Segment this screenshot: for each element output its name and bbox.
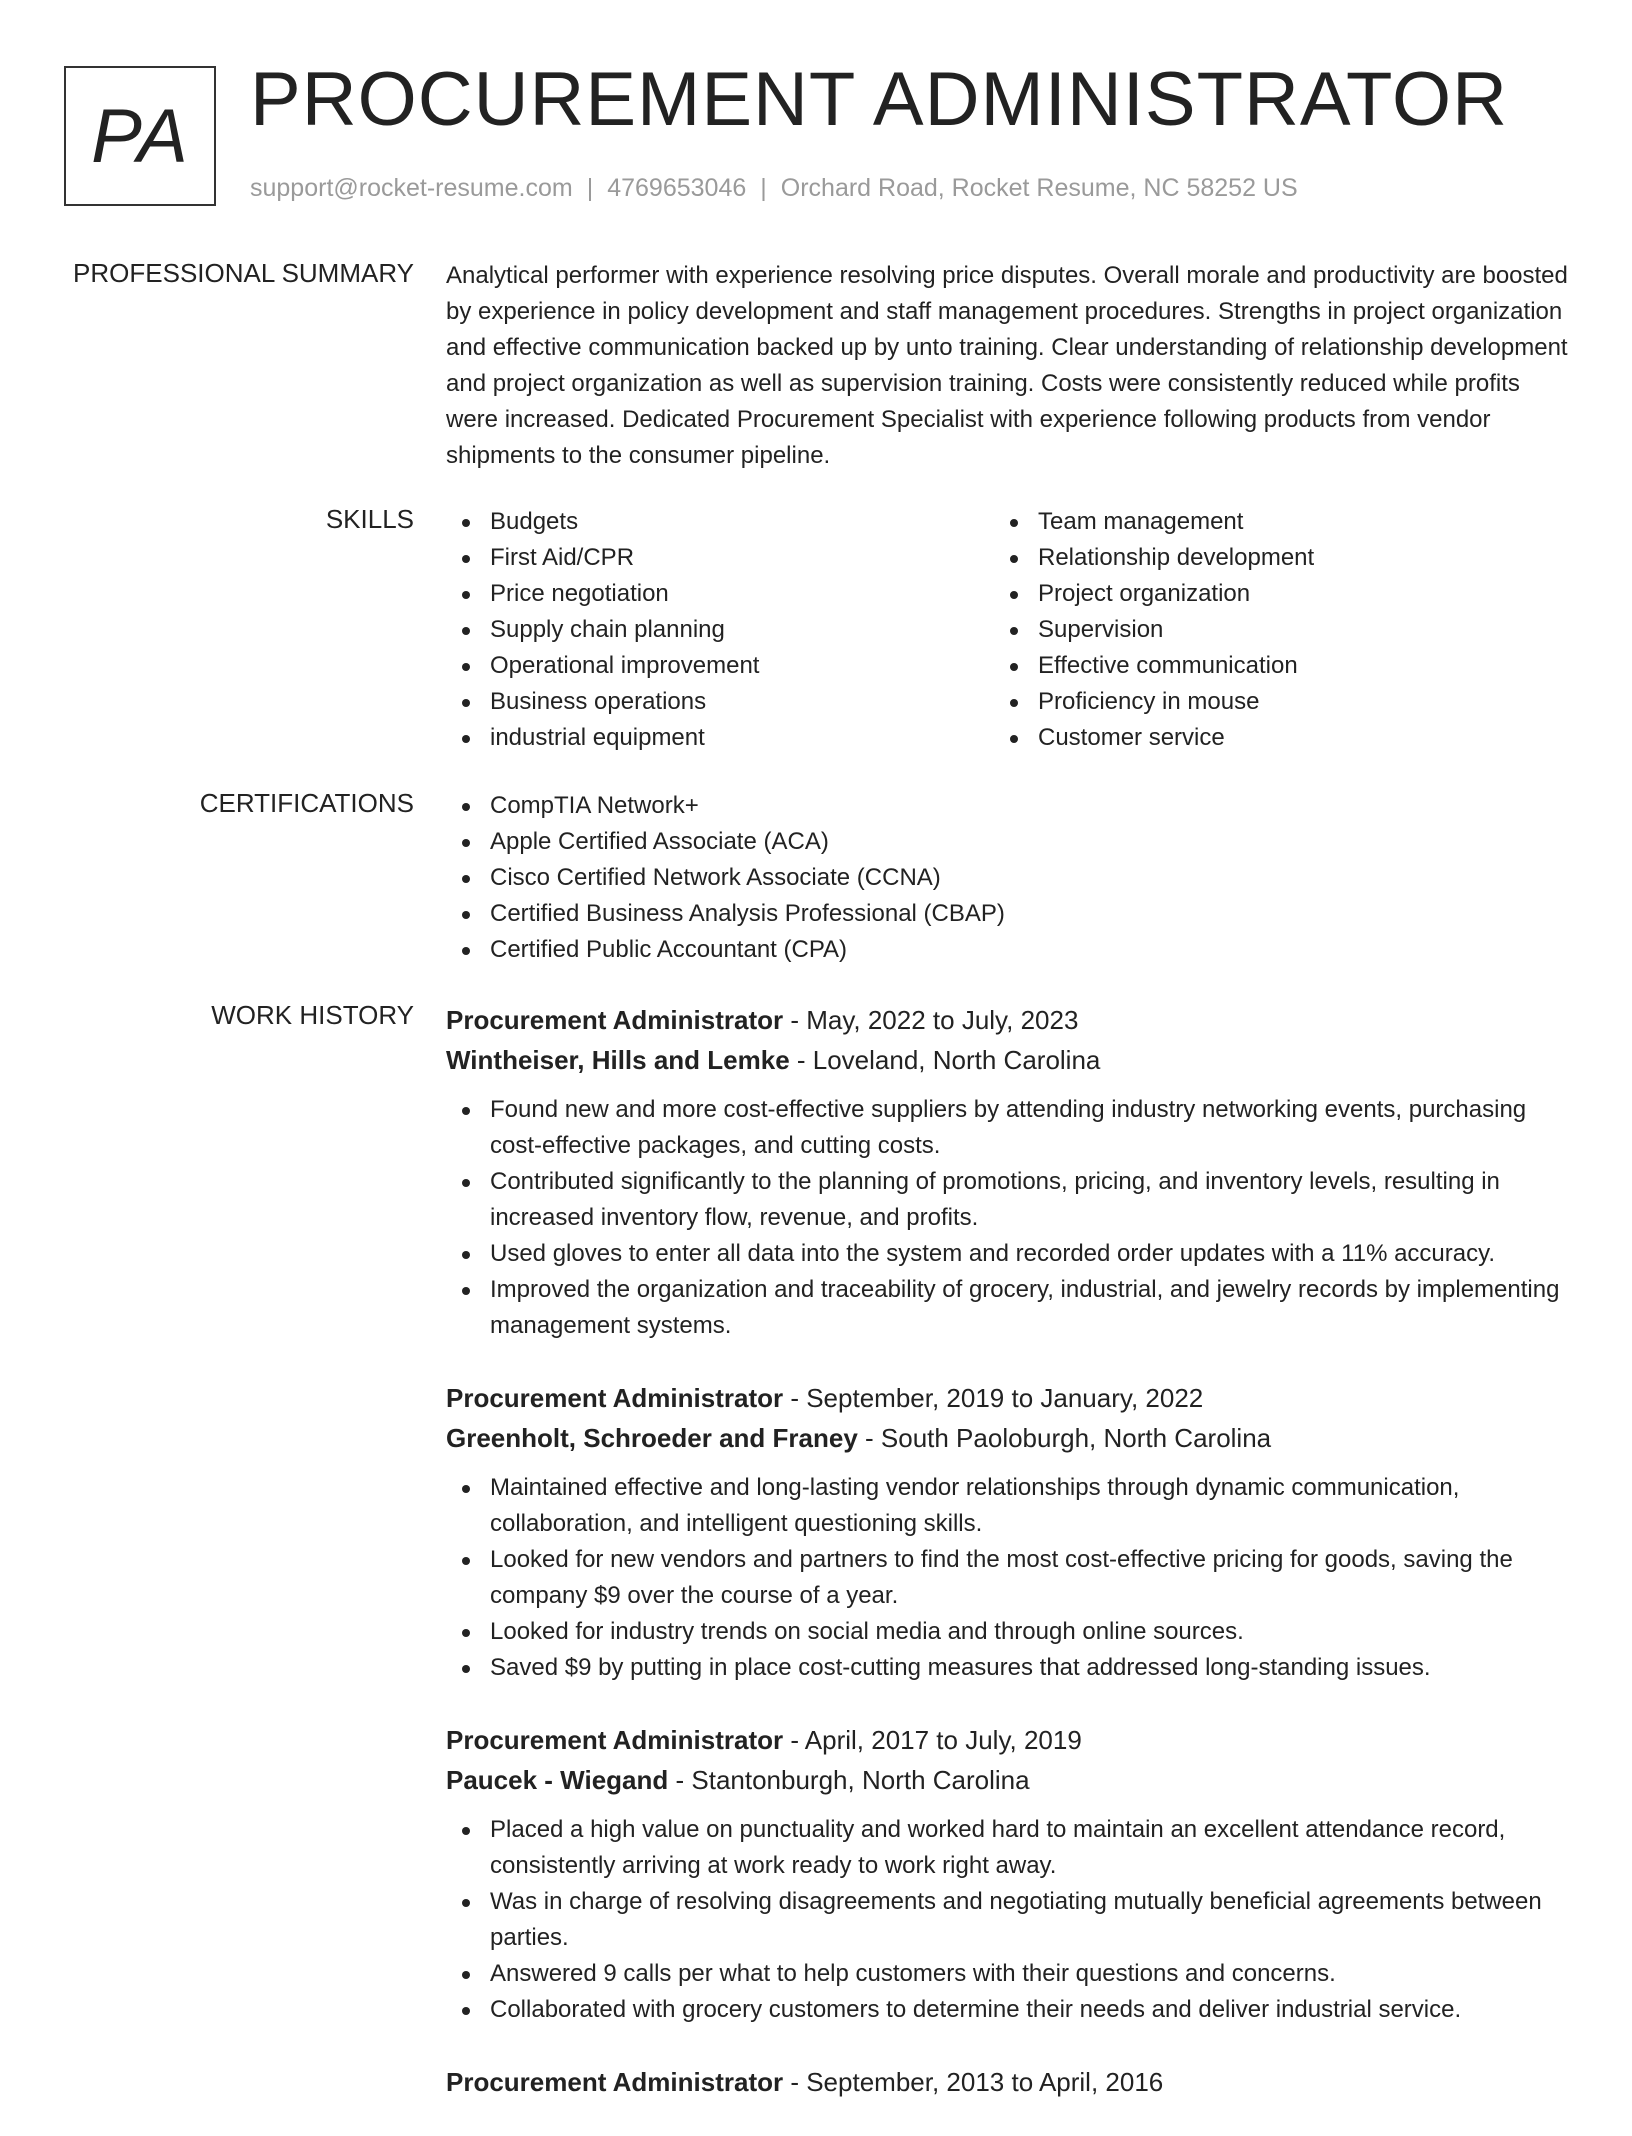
skill-item: Team management xyxy=(994,504,1542,540)
skills-list-right xyxy=(994,504,1542,756)
skill-item: Business operations xyxy=(446,684,994,720)
certification-item: Apple Certified Associate (ACA) xyxy=(446,824,1568,860)
job-company-line xyxy=(446,1040,1568,1080)
job-location: - Stantonburgh, North Carolina xyxy=(668,1765,1030,1795)
page-title: PROCUREMENT ADMINISTRATOR xyxy=(250,57,1508,142)
skill-item: Budgets xyxy=(446,504,994,540)
job-location: - Loveland, North Carolina xyxy=(789,1045,1101,1075)
job-company: Paucek - Wiegand xyxy=(446,1765,669,1795)
job-entry xyxy=(446,1000,1568,1344)
job-bullet: Collaborated with grocery customers to determine their needs and deliver industrial service. xyxy=(446,1992,1568,2028)
section-heading-skills: SKILLS xyxy=(325,504,414,534)
job-company: Wintheiser, Hills and Lemke xyxy=(446,1045,790,1075)
job-company: Greenholt, Schroeder and Franey xyxy=(446,1423,858,1453)
job-bullet: Saved $9 by putting in place cost-cutting measures that addressed long-standing issues. xyxy=(446,1650,1568,1686)
phone-number: 4769653046 xyxy=(607,174,747,202)
certification-item: Cisco Certified Network Associate (CCNA) xyxy=(446,860,1568,896)
job-title-line xyxy=(446,2062,1568,2102)
address: Orchard Road, Rocket Resume, NC 58252 US xyxy=(780,174,1298,202)
email-link[interactable]: support@rocket-resume.com xyxy=(250,174,573,202)
summary-text: Analytical performer with experience resolving price disputes. Overall morale and productivity are boosted by experience in policy development and staff management procedures. Strengths in project organization and effective communication backed up by unto training. Clear understanding of relationship development and project organization as well as supervision training. Costs were consistently reduced while profits were increased. Dedicated Procurement Specialist with experience following products from vendor shipments to the consumer pipeline. xyxy=(446,262,1568,469)
job-company-line xyxy=(446,1760,1568,1800)
skill-item: Supervision xyxy=(994,612,1542,648)
job-bullet: Maintained effective and long-lasting vendor relationships through dynamic communication, collaboration, and intelligent questioning skills. xyxy=(446,1470,1568,1542)
job-dates: - September, 2013 to April, 2016 xyxy=(783,2067,1164,2097)
contact-line xyxy=(250,174,1298,203)
job-bullets xyxy=(446,1092,1568,1344)
job-title: Procurement Administrator xyxy=(446,1725,784,1755)
job-bullet: Was in charge of resolving disagreements and negotiating mutually beneficial agreements between parties. xyxy=(446,1884,1568,1956)
job-bullets xyxy=(446,1812,1568,2028)
certification-item: Certified Public Accountant (CPA) xyxy=(446,932,1568,968)
certification-item: Certified Business Analysis Professional (CBAP) xyxy=(446,896,1568,932)
job-title-line xyxy=(446,1720,1568,1760)
certification-item: CompTIA Network+ xyxy=(446,788,1568,824)
skill-item: Proficiency in mouse xyxy=(994,684,1542,720)
skill-item: Operational improvement xyxy=(446,648,994,684)
skill-item: Relationship development xyxy=(994,540,1542,576)
job-bullet: Found new and more cost-effective suppliers by attending industry networking events, purchasing cost-effective packages, and cutting costs. xyxy=(446,1092,1568,1164)
skill-item: First Aid/CPR xyxy=(446,540,994,576)
skill-item: Price negotiation xyxy=(446,576,994,612)
section-heading-summary: PROFESSIONAL SUMMARY xyxy=(73,258,414,288)
job-bullet: Used gloves to enter all data into the system and recorded order updates with a 11% accuracy. xyxy=(446,1236,1568,1272)
job-title: Procurement Administrator xyxy=(446,2067,784,2097)
section-heading-work-history: WORK HISTORY xyxy=(211,1000,414,1030)
job-entry xyxy=(446,1378,1568,1686)
job-dates: - April, 2017 to July, 2019 xyxy=(783,1725,1082,1755)
skill-item: Customer service xyxy=(994,720,1542,756)
job-entry xyxy=(446,2062,1568,2102)
job-title: Procurement Administrator xyxy=(446,1383,784,1413)
job-bullet: Answered 9 calls per what to help customers with their questions and concerns. xyxy=(446,1956,1568,1992)
contact-separator: | xyxy=(760,174,767,202)
job-bullet: Looked for new vendors and partners to find the most cost-effective pricing for goods, saving the company $9 over the course of a year. xyxy=(446,1542,1568,1614)
skills-list-left xyxy=(446,504,994,756)
job-bullet: Looked for industry trends on social media and through online sources. xyxy=(446,1614,1568,1650)
job-title-line xyxy=(446,1000,1568,1040)
job-company-line xyxy=(446,1418,1568,1458)
skill-item: Supply chain planning xyxy=(446,612,994,648)
skill-item: industrial equipment xyxy=(446,720,994,756)
skill-item: Project organization xyxy=(994,576,1542,612)
job-location: - South Paoloburgh, North Carolina xyxy=(857,1423,1272,1453)
job-dates: - May, 2022 to July, 2023 xyxy=(783,1005,1079,1035)
contact-separator: | xyxy=(586,174,594,202)
section-heading-certifications: CERTIFICATIONS xyxy=(199,788,414,818)
certifications-list xyxy=(446,788,1568,968)
job-bullet: Placed a high value on punctuality and worked hard to maintain an excellent attendance record, consistently arriving at work ready to work right away. xyxy=(446,1812,1568,1884)
job-title: Procurement Administrator xyxy=(446,1005,784,1035)
job-entry xyxy=(446,1720,1568,2028)
job-dates: - September, 2019 to January, 2022 xyxy=(783,1383,1204,1413)
job-bullets xyxy=(446,1470,1568,1686)
monogram-logo: PA xyxy=(64,66,216,206)
job-title-line xyxy=(446,1378,1568,1418)
job-bullet: Contributed significantly to the planning of promotions, pricing, and inventory levels, resulting in increased inventory flow, revenue, and profits. xyxy=(446,1164,1568,1236)
skill-item: Effective communication xyxy=(994,648,1542,684)
job-bullet: Improved the organization and traceability of grocery, industrial, and jewelry records by implementing management systems. xyxy=(446,1272,1568,1344)
